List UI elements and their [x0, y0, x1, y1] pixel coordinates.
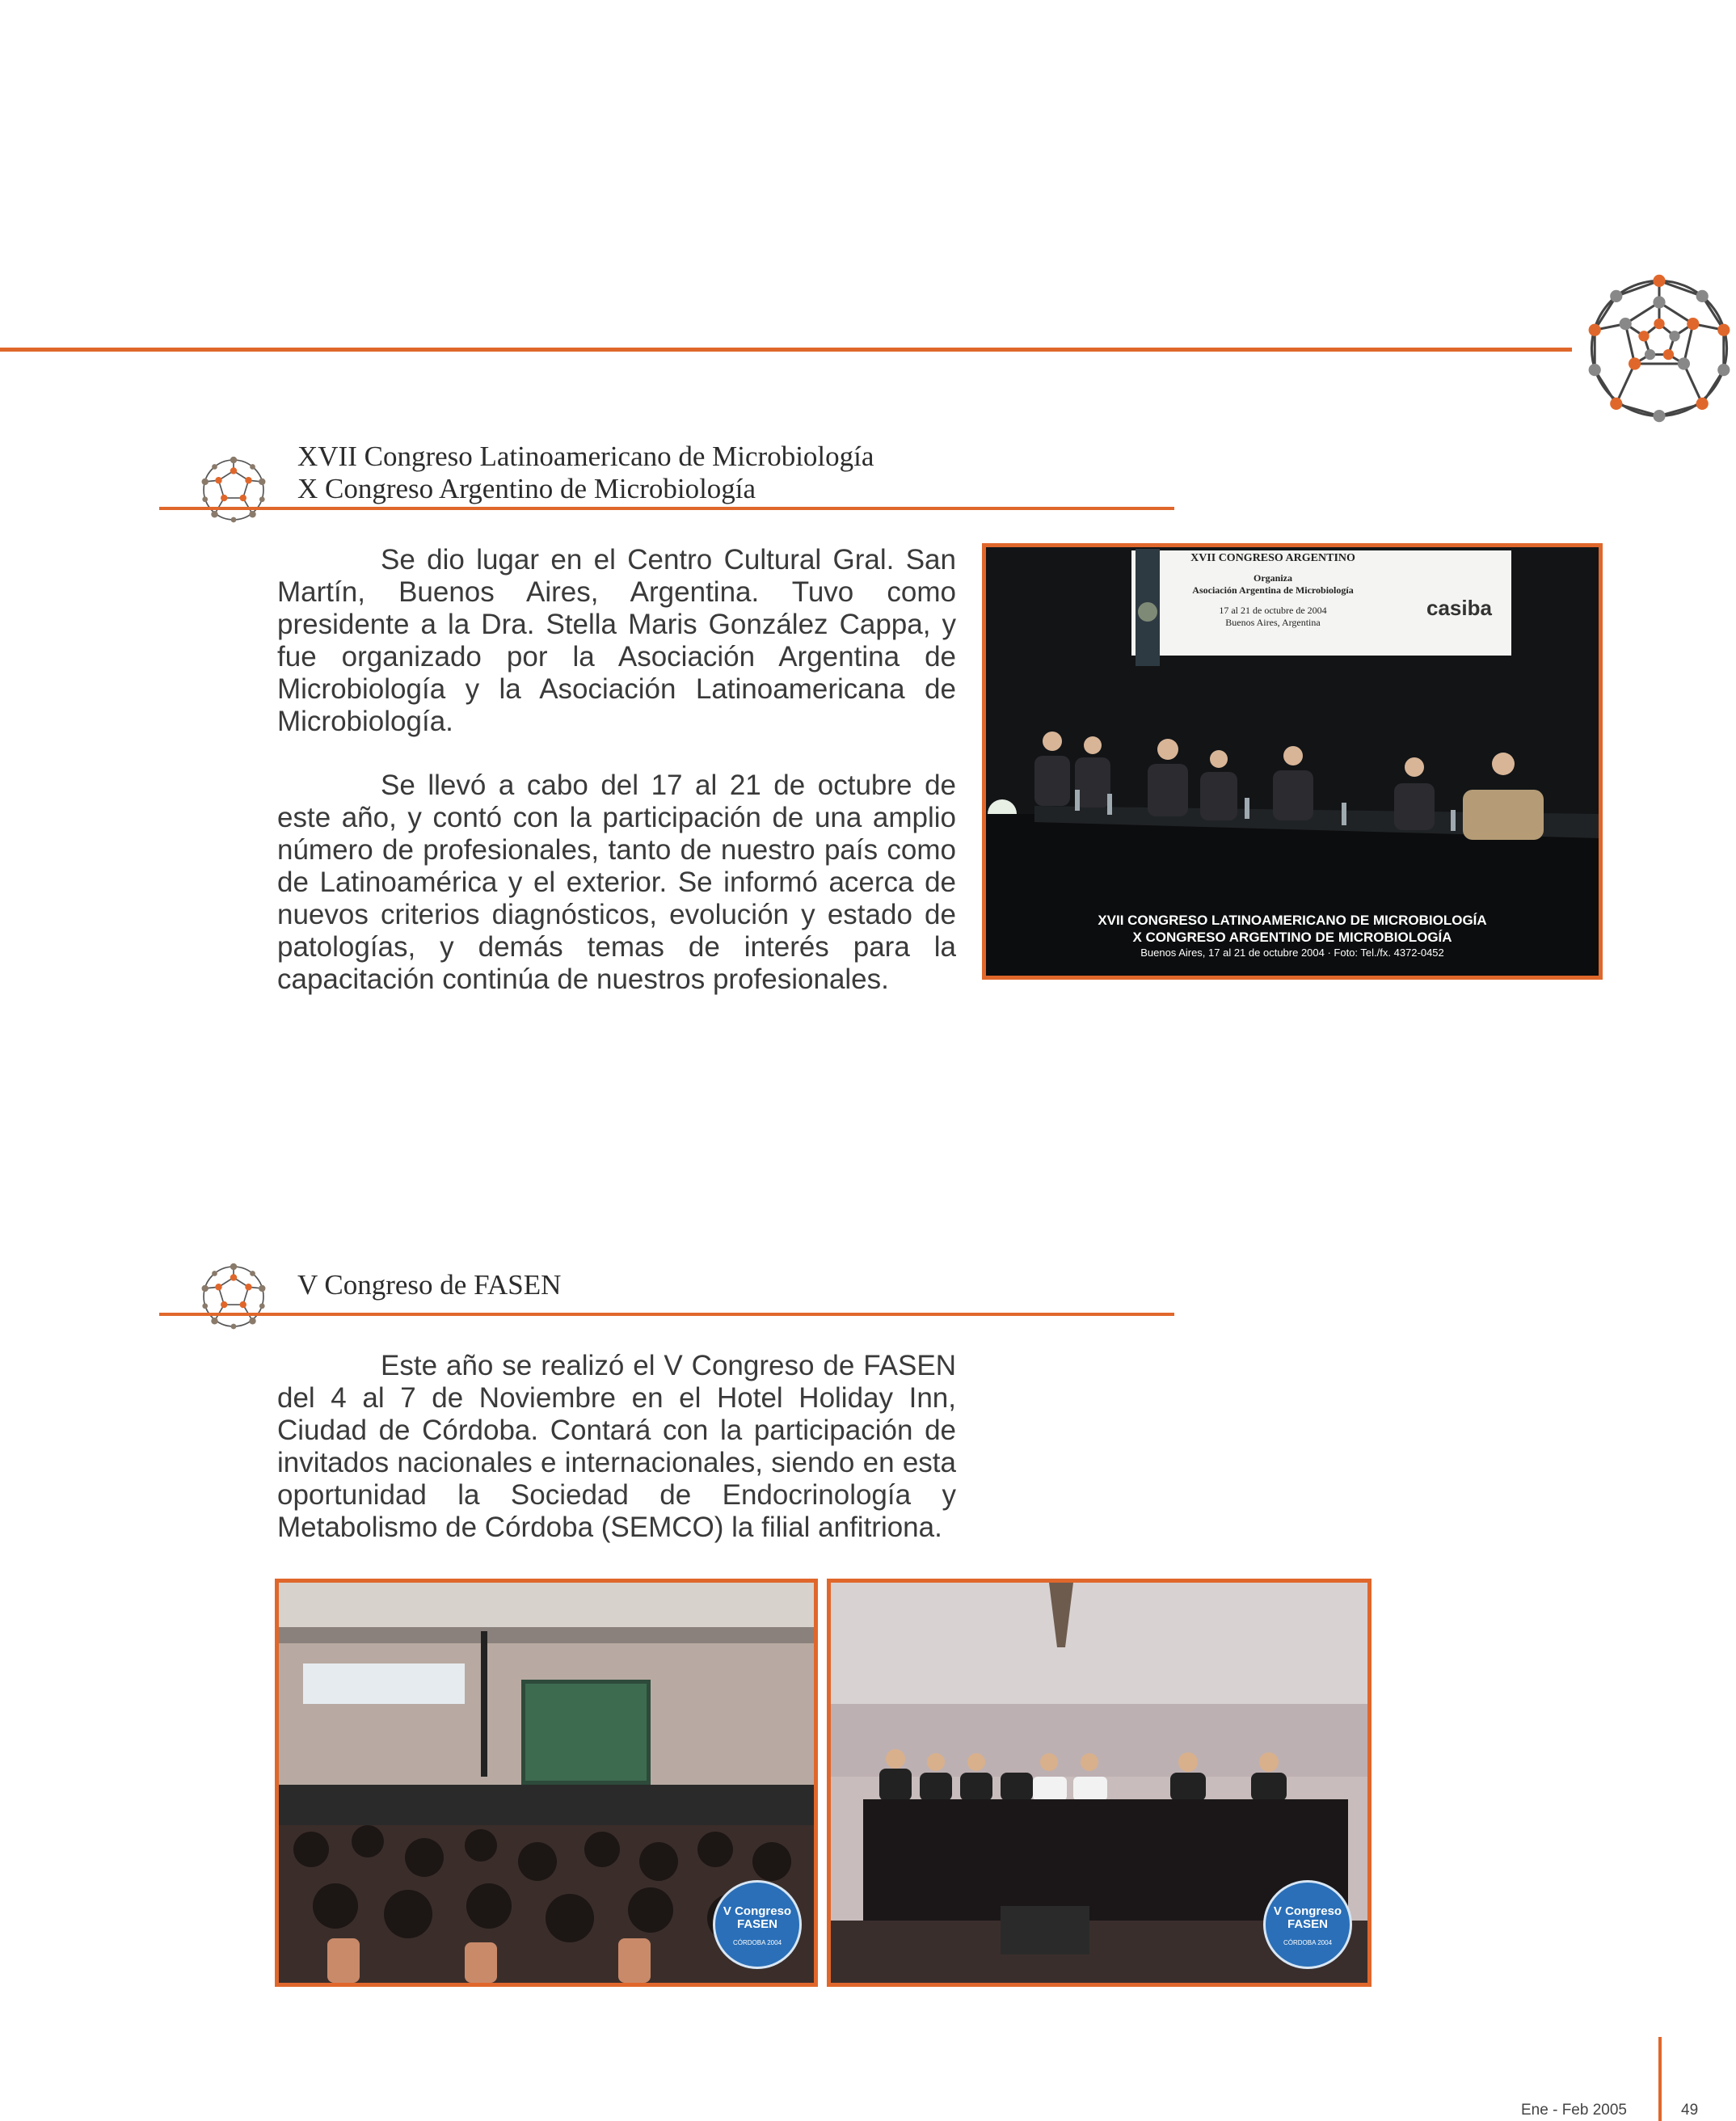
- fasen-badge-ring: CÓRDOBA 2004: [732, 1939, 782, 1946]
- section-2-paragraph-1: [277, 1350, 956, 1544]
- fasen-badge-line-2: FASEN: [1287, 1917, 1328, 1931]
- photo-caption-line-2: X CONGRESO ARGENTINO DE MICROBIOLOGÍA: [1132, 930, 1452, 945]
- section-2-rule: [159, 1313, 1174, 1316]
- section-1-rule: [159, 507, 1174, 510]
- section-2-paragraph-1-text: Este año se realizó el V Congreso de FASEN del 4 al 7 de Noviembre en el Hotel Holiday Inn, Ciudad de Córdoba. Contará con la participación de invitados nacionales e internacionales, siendo en esta oportunidad la Sociedad de Endocrinología y Metabolismo de Córdoba (SEMCO) la filial anfitriona.: [277, 1350, 956, 1543]
- section-2-title-line-1: V Congreso de FASEN: [297, 1269, 562, 1301]
- fasen-badge-line-1: V Congreso: [723, 1904, 792, 1918]
- fasen-badge-line-1: V Congreso: [1273, 1904, 1342, 1918]
- header-rule: [0, 348, 1572, 352]
- fasen-badge: [713, 1880, 802, 1969]
- section-fullerene-icon: [200, 456, 268, 524]
- banner-line-5: Buenos Aires, Argentina: [1225, 617, 1321, 628]
- panel-table-photo: [827, 1579, 1372, 1987]
- section-1-paragraph-2: [277, 770, 956, 996]
- fasen-badge-line-2: FASEN: [736, 1917, 777, 1931]
- banner-line-3: Asociación Argentina de Microbiología: [1192, 584, 1354, 596]
- footer-issue: Ene - Feb 2005: [1521, 2102, 1627, 2119]
- casiba-logo: casiba: [1426, 596, 1492, 620]
- section-1-paragraph-1-text: Se dio lugar en el Centro Cultural Gral. San Martín, Buenos Aires, Argentina. Tuvo como presidente a la Dra. Stella Maris González Cappa, y fue organizado por la Asociación Argentina de Microbiología y la Asociación Latinoamericana de Microbiología.: [277, 544, 956, 737]
- fasen-badge-ring: CÓRDOBA 2004: [1283, 1939, 1333, 1946]
- section-1-paragraph-1: [277, 544, 956, 738]
- section-1-title-line-2: X Congreso Argentino de Microbiología: [297, 473, 756, 504]
- footer-rule: [1658, 2037, 1662, 2121]
- audience-photo: [275, 1579, 818, 1987]
- section-1-title-line-1: XVII Congreso Latinoamericano de Microbiología: [297, 441, 874, 472]
- section-fullerene-icon: [200, 1263, 268, 1330]
- section-2-title: [297, 1269, 561, 1301]
- section-1-title: [297, 441, 874, 505]
- congress-panel-photo: [982, 543, 1603, 980]
- banner-line-2: Organiza: [1254, 572, 1292, 584]
- page-number: 49: [1681, 2102, 1699, 2119]
- fasen-badge: [1263, 1880, 1352, 1969]
- fullerene-logo-icon: [1582, 272, 1736, 425]
- photo-caption-line-1: XVII CONGRESO LATINOAMERICANO DE MICROBIOLOGÍA: [1098, 913, 1487, 928]
- photo-caption-line-3: Buenos Aires, 17 al 21 de octubre 2004 · Foto: Tel./fx. 4372-0452: [1140, 947, 1444, 959]
- banner-line-1: XVII CONGRESO ARGENTINO: [1190, 552, 1355, 564]
- section-1-paragraph-2-text: Se llevó a cabo del 17 al 21 de octubre de este año, y contó con la participación de una amplio número de profesionales, tanto de nuestro país como de Latinoamérica y el exterior. Se informó acerca de nuevos criterios diagnósticos, evolución y estado de patologías, y demás temas de interés para la capacitación continúa de nuestros profesionales.: [277, 770, 956, 995]
- banner-line-4: 17 al 21 de octubre de 2004: [1219, 605, 1327, 616]
